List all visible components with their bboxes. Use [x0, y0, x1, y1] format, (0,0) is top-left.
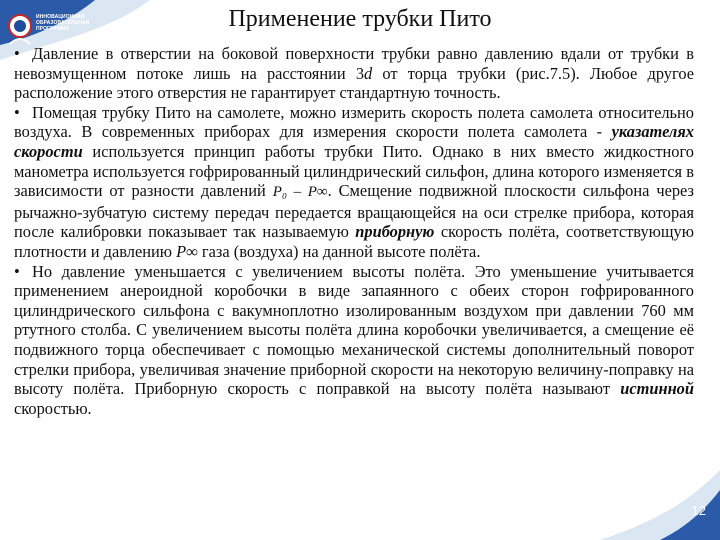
p3-emphasis: истинной: [620, 379, 694, 399]
paragraph-2: [14, 103, 694, 262]
p2-p-inf: P∞: [176, 241, 198, 261]
p1-d: d: [364, 63, 373, 83]
logo-line-3: ПРОГРАММА: [36, 26, 69, 32]
bullet: •: [14, 102, 20, 122]
p2-text-1: Помещая трубку Пито на самолете, можно измерить скорость полета самолета относительно воздуха. В современных приборах для измерения скорости полета самолета -: [14, 102, 694, 142]
slide-body: [14, 44, 694, 418]
logo-line-2: ОБРАЗОВАТЕЛЬНАЯ: [36, 20, 90, 26]
page-number: 12: [691, 503, 706, 518]
p2-text-4: скорость полёта, соответствующую плотности и давлению: [14, 222, 694, 261]
logo-line-1: ИННОВАЦИОННАЯ: [36, 14, 85, 20]
p3-text-1: Но давление уменьшается с увеличением высоты полёта. Это уменьшение учитывается применением анероидной коробочки в виде запаянного с обеих сторон гофрированного цилиндрического сильфона с вакумноплотно изолированным воздухом при давлении 760 мм ртутного столба. С увеличением высоты полёта длина коробочки увеличивается, а смещение её подвижного торца обеспечивает с помощью механической системы дополнительный поворот стрелки прибора, увеличивая значение приборной скорости на некоторую величину-поправку на высоту полёта. Приборную скорость с поправкой на высоту полёта называют: [14, 261, 694, 399]
bullet: •: [14, 261, 20, 281]
p1-text-1: Давление в отверстии на боковой поверхности трубки равно давлению вдали от трубки в невозмущенном потоке лишь на расстоянии 3: [14, 44, 694, 83]
p2-emphasis-2: приборную: [355, 222, 435, 242]
p1-text-2: от торца трубки (рис.7.5). Любое другое расположение этого отверстия не гарантирует стандартную точность.: [14, 63, 694, 103]
p2-text-3: . Смещение подвижной плоскости сильфона через рычажно-зубчатую систему передач передается вращающейся на оси стрелке прибора, которая после калибровки показывает так называемую: [14, 181, 694, 242]
p2-formula: P₀ – P∞: [272, 184, 328, 201]
p2-text-2: используется принцип работы трубки Пито. Однако в них вместо жидкостного манометра используется гофрированный цилиндрический сильфон, длина которого изменяется в зависимости от разности давлений: [14, 141, 694, 201]
p3-text-2: скоростью.: [14, 398, 92, 418]
slide-title: Применение трубки Пито: [228, 6, 492, 32]
paragraph-1: [14, 44, 694, 103]
bullet: •: [14, 44, 20, 63]
paragraph-3: [14, 262, 694, 419]
p2-emphasis-1: указателях скорости: [14, 122, 694, 161]
p2-text-5: газа (воздуха) на данной высоте полёта.: [197, 241, 481, 261]
